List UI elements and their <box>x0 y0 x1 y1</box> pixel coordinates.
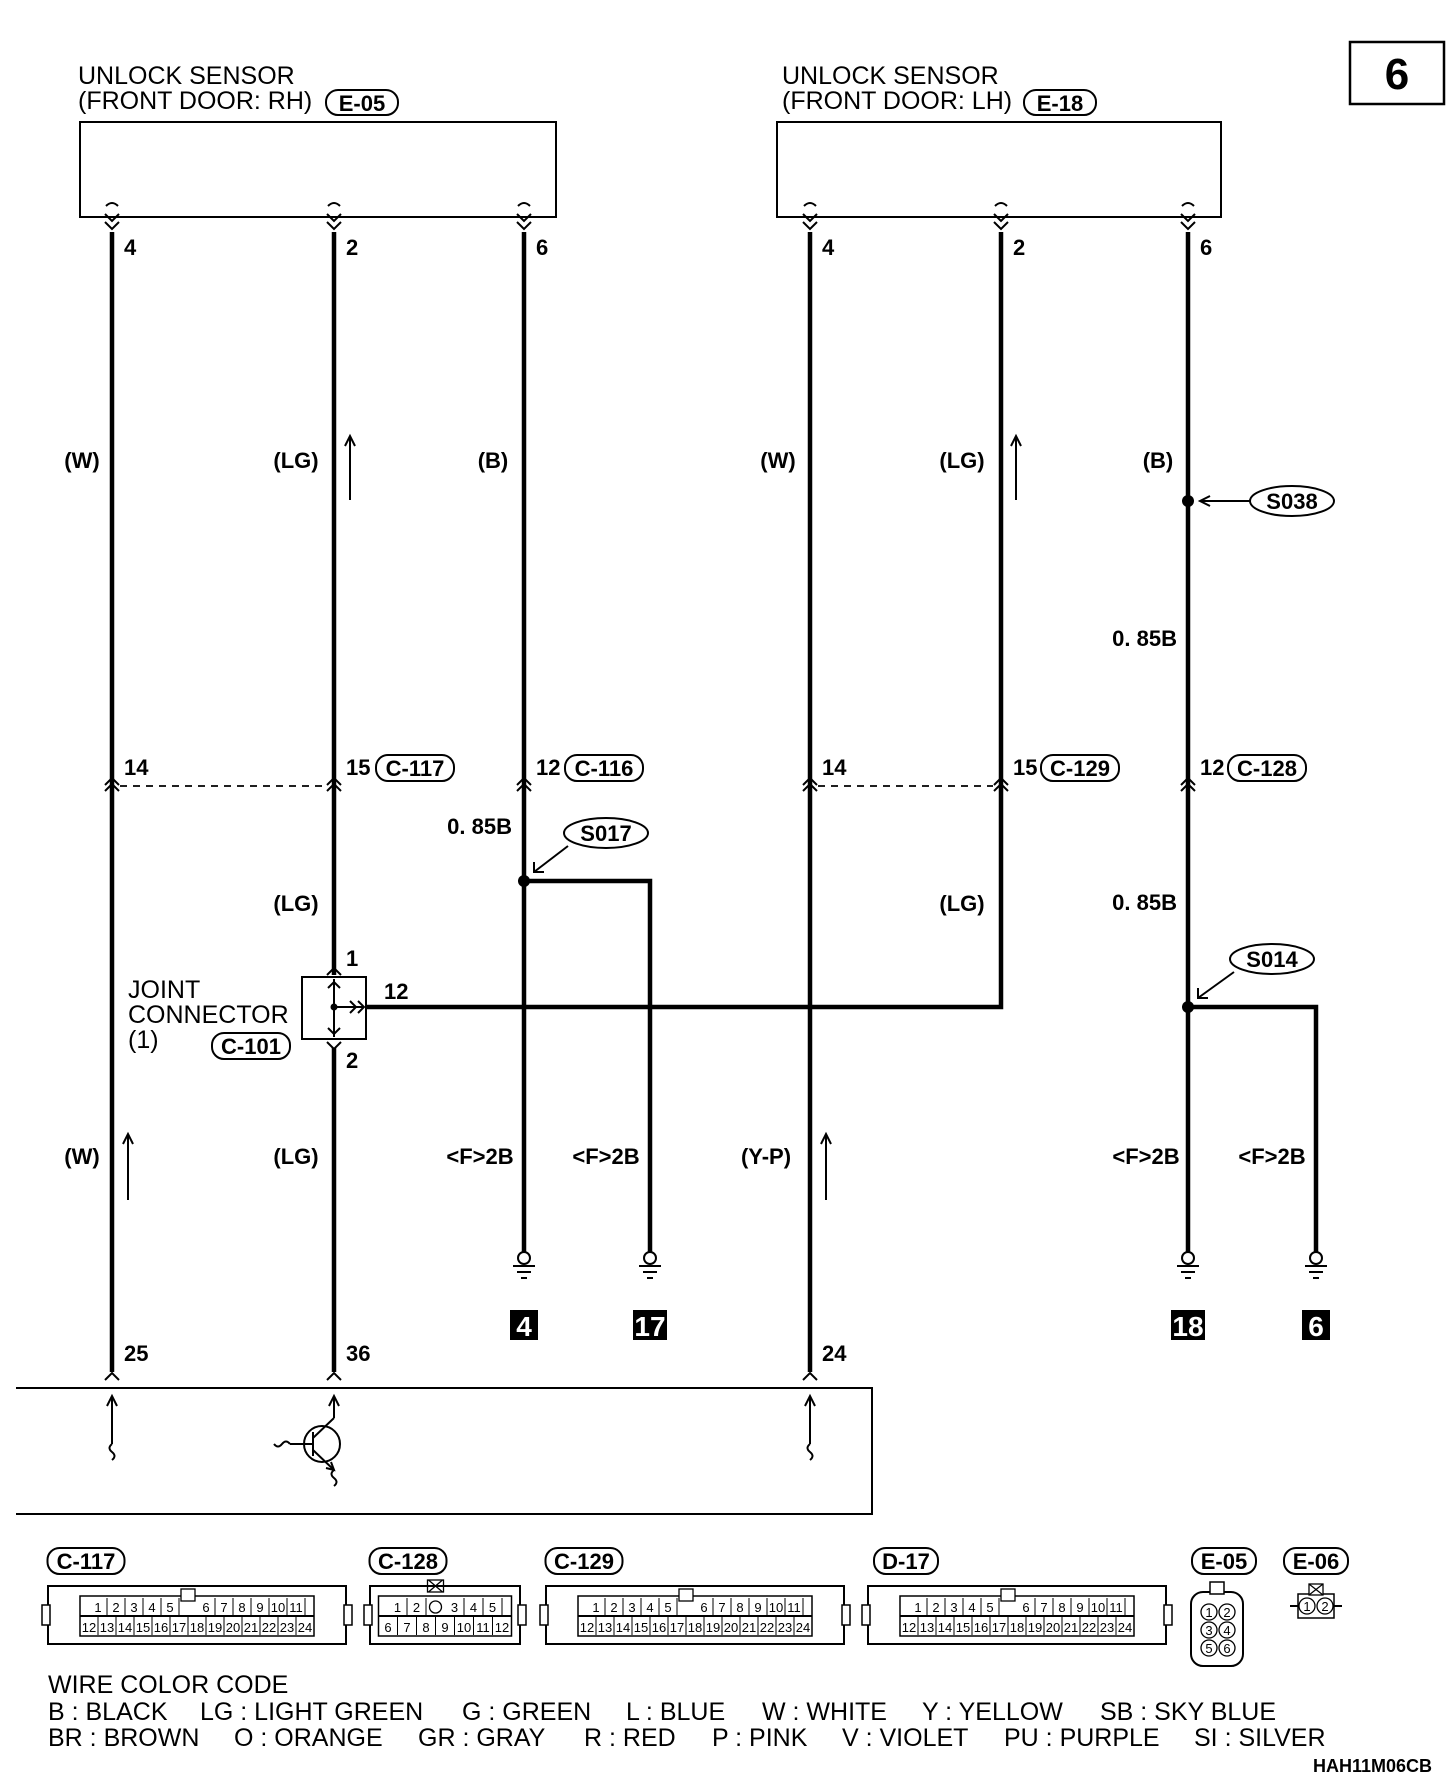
connector-pin: 1 <box>914 1600 922 1615</box>
label-rh-w: (W) <box>64 448 100 473</box>
joint-pin-2: 2 <box>346 1048 359 1073</box>
sensor-rh <box>78 62 556 217</box>
joint-pin-1: 1 <box>346 946 359 971</box>
connector-view-label: C-128 <box>378 1549 438 1574</box>
connector-pin: 12 <box>81 1620 97 1635</box>
connector-pin: 1 <box>393 1600 402 1615</box>
pin-bottom-24: 24 <box>822 1341 847 1366</box>
up-arrow-icon <box>821 1134 831 1200</box>
label-lh-085b-lower: 0. 85B <box>1112 890 1177 915</box>
connector-pin: 19 <box>705 1620 721 1635</box>
wire-labels-lower <box>64 1144 1305 1169</box>
label-lh-lg: (LG) <box>939 448 985 473</box>
sensor-rh-title: UNLOCK SENSOR <box>78 62 295 90</box>
connector-pin: 16 <box>973 1620 989 1635</box>
wire-color-code <box>48 1671 1326 1752</box>
joint-connector-line2: CONNECTOR <box>128 1001 289 1029</box>
wire-s014-branch <box>1188 1007 1316 1252</box>
connector-pin: 1 <box>1303 1599 1311 1614</box>
bottom-terminals <box>105 1373 817 1380</box>
wire-color-entry: R : RED <box>584 1724 676 1752</box>
pin-rh-14: 14 <box>124 755 149 780</box>
connector-pin: 5 <box>664 1600 672 1615</box>
signal-arrows <box>123 436 1021 1200</box>
wire-color-entry: GR : GRAY <box>418 1724 546 1752</box>
connector-c117: C-117 <box>385 756 445 781</box>
sensor-lh <box>777 62 1221 217</box>
page-number-box <box>1350 42 1444 104</box>
connector-pin: 17 <box>669 1620 685 1635</box>
connector-pin: 19 <box>207 1620 223 1635</box>
connector-pin: 4 <box>1223 1623 1231 1638</box>
connector-c128: C-128 <box>1237 756 1297 781</box>
splice-s017-label: S017 <box>580 821 632 846</box>
connector-pin: 24 <box>795 1620 811 1635</box>
connector-pin: 3 <box>1205 1623 1213 1638</box>
connector-view-label: C-117 <box>56 1549 116 1574</box>
connector-view-d-17 <box>862 1548 1172 1644</box>
connector-pin: 2 <box>1223 1605 1231 1620</box>
label-ground-17-wire: <F>2B <box>572 1144 640 1169</box>
wire-lh-lg <box>366 232 1001 1007</box>
connector-pin: 3 <box>450 1600 459 1615</box>
terminal-icon <box>105 1373 119 1380</box>
wire-color-entry: W : WHITE <box>762 1698 887 1726</box>
sensor-rh-subtitle: (FRONT DOOR: RH) <box>78 87 313 115</box>
ground-17-icon <box>633 1252 667 1342</box>
connector-pin: 8 <box>238 1600 246 1615</box>
connector-pin: 1 <box>592 1600 600 1615</box>
diagram-code: HAH11M06CB <box>1312 1756 1432 1776</box>
splice-s038 <box>1182 486 1334 516</box>
wire-color-entry: V : VIOLET <box>842 1724 969 1752</box>
connector-pin: 13 <box>99 1620 115 1635</box>
pin-rh-2: 2 <box>346 235 359 260</box>
ground-number: 4 <box>516 1311 532 1342</box>
connector-pin: 22 <box>1081 1620 1097 1635</box>
connector-pin: 11 <box>476 1620 490 1635</box>
connector-pin: 7 <box>718 1600 726 1615</box>
connector-pin: 2 <box>932 1600 940 1615</box>
connector-pin: 23 <box>279 1620 295 1635</box>
pin-bottom-36: 36 <box>346 1341 371 1366</box>
connector-pin: 22 <box>261 1620 277 1635</box>
connector-pin: 11 <box>1109 1600 1123 1615</box>
input-sensor-icon <box>805 1396 815 1460</box>
connector-pin: 17 <box>171 1620 187 1635</box>
connector-pin: 20 <box>225 1620 241 1635</box>
connector-pin: 10 <box>1090 1600 1106 1615</box>
connector-view-label: D-17 <box>882 1549 930 1574</box>
connector-pin: 21 <box>1063 1620 1079 1635</box>
wire-color-entry: B : BLACK <box>48 1698 168 1726</box>
mid-connectors <box>120 755 1306 786</box>
label-rh-lg-lower: (LG) <box>273 1144 319 1169</box>
label-rh-w-lower: (W) <box>64 1144 100 1169</box>
connector-pin: 6 <box>384 1620 392 1635</box>
connector-pin: 13 <box>919 1620 935 1635</box>
label-rh-lg-mid: (LG) <box>273 891 319 916</box>
connector-views <box>42 1548 1348 1666</box>
top-pin-numbers <box>124 235 1212 260</box>
control-unit-box <box>16 1388 872 1514</box>
joint-connector <box>128 946 408 1073</box>
connector-pin: 6 <box>1022 1600 1030 1615</box>
connector-pin: 21 <box>741 1620 757 1635</box>
ground-6-icon <box>1302 1252 1330 1342</box>
label-ground-6-wire: <F>2B <box>1238 1144 1306 1169</box>
pin-lh-2: 2 <box>1013 235 1026 260</box>
pin-lh-4: 4 <box>822 235 835 260</box>
connector-pin: 17 <box>991 1620 1007 1635</box>
pin-lh-6: 6 <box>1200 235 1213 260</box>
pin-rh-12: 12 <box>536 755 561 780</box>
label-rh-085b: 0. 85B <box>447 814 512 839</box>
connector-pin: 11 <box>787 1600 801 1615</box>
connector-pin: 4 <box>469 1600 478 1615</box>
label-lh-b: (B) <box>1142 448 1174 473</box>
connector-pin: 12 <box>579 1620 595 1635</box>
splice-s017 <box>447 814 648 887</box>
pin-lh-14: 14 <box>822 755 847 780</box>
connector-pin: 5 <box>1205 1641 1213 1656</box>
wire-color-entry: SB : SKY BLUE <box>1100 1698 1277 1726</box>
connector-pin: 19 <box>1027 1620 1043 1635</box>
connector-pin: 3 <box>628 1600 636 1615</box>
connector-pin: 3 <box>130 1600 138 1615</box>
splice-s038-label: S038 <box>1266 489 1318 514</box>
ground-4-icon <box>510 1252 538 1342</box>
pin-rh-4: 4 <box>124 235 137 260</box>
connector-pin: 10 <box>768 1600 784 1615</box>
wire-color-entry: G : GREEN <box>462 1698 592 1726</box>
connector-pin: 3 <box>950 1600 958 1615</box>
connector-pin: 8 <box>736 1600 744 1615</box>
connector-pin: 16 <box>651 1620 667 1635</box>
splice-s014 <box>1182 944 1314 1013</box>
connector-pin: 4 <box>646 1600 654 1615</box>
connector-pin: 14 <box>117 1620 133 1635</box>
grounds <box>510 1252 1330 1342</box>
connector-view-label: E-05 <box>1200 1549 1248 1574</box>
sensor-rh-connector: E-05 <box>338 91 386 116</box>
connector-pin: 8 <box>422 1620 430 1635</box>
connector-pin: 7 <box>220 1600 228 1615</box>
connector-pin: 9 <box>441 1620 449 1635</box>
connector-pin: 2 <box>610 1600 618 1615</box>
connector-pin: 10 <box>456 1620 472 1635</box>
wire-color-entry: L : BLUE <box>626 1698 726 1726</box>
pin-rh-15: 15 <box>346 755 371 780</box>
terminal-icon <box>803 1373 817 1380</box>
connector-pin: 15 <box>135 1620 151 1635</box>
label-lh-lg-mid: (LG) <box>939 891 985 916</box>
transistor-icon <box>274 1396 340 1486</box>
ground-number: 17 <box>634 1311 666 1342</box>
connector-pin: 18 <box>687 1620 703 1635</box>
connector-pin: 7 <box>1040 1600 1048 1615</box>
label-ground-18-wire: <F>2B <box>1112 1144 1180 1169</box>
connector-pin: 7 <box>403 1620 411 1635</box>
connector-pin: 9 <box>1076 1600 1084 1615</box>
connector-pin: 22 <box>759 1620 775 1635</box>
wire-color-entry: O : ORANGE <box>234 1724 383 1752</box>
pin-lh-12: 12 <box>1200 755 1225 780</box>
terminal-icon <box>327 1373 341 1380</box>
ground-number: 6 <box>1308 1311 1324 1342</box>
joint-connector-line1: JOINT <box>128 976 201 1004</box>
connector-c116: C-116 <box>574 756 634 781</box>
connector-pin: 9 <box>256 1600 264 1615</box>
up-arrow-icon <box>1011 436 1021 500</box>
label-lh-yp: (Y-P) <box>740 1144 792 1169</box>
connector-pin: 6 <box>202 1600 210 1615</box>
connector-pin: 18 <box>1009 1620 1025 1635</box>
connector-view-label: C-129 <box>554 1549 614 1574</box>
connector-pin: 23 <box>1099 1620 1115 1635</box>
connector-pin: 9 <box>754 1600 762 1615</box>
connector-pin: 4 <box>148 1600 156 1615</box>
wire-color-code-title: WIRE COLOR CODE <box>48 1671 289 1699</box>
connector-pin: 16 <box>153 1620 169 1635</box>
wire-color-entry: P : PINK <box>712 1724 808 1752</box>
connector-view-e-05 <box>1191 1548 1256 1666</box>
connector-view-e-06 <box>1284 1548 1348 1618</box>
label-rh-b: (B) <box>477 448 509 473</box>
pin-rh-6: 6 <box>536 235 549 260</box>
label-lh-085b-upper: 0. 85B <box>1112 626 1177 651</box>
connector-pin: 8 <box>1058 1600 1066 1615</box>
connector-view-label: E-06 <box>1292 1549 1340 1574</box>
connector-pin: 14 <box>937 1620 953 1635</box>
wire-labels-upper <box>64 448 1173 473</box>
connector-pin: 5 <box>986 1600 994 1615</box>
connector-pin: 6 <box>700 1600 708 1615</box>
connector-pin: 1 <box>94 1600 102 1615</box>
joint-pin-12: 12 <box>384 979 409 1004</box>
wire-s017-branch <box>524 881 650 1252</box>
connector-pin: 15 <box>955 1620 971 1635</box>
connector-pin: 5 <box>488 1600 497 1615</box>
splice-s014-label: S014 <box>1246 947 1298 972</box>
connector-c101: C-101 <box>221 1034 281 1059</box>
pin-bottom-25: 25 <box>124 1341 149 1366</box>
joint-connector-line3: (1) <box>128 1026 159 1054</box>
connector-pin: 20 <box>723 1620 739 1635</box>
label-lh-w: (W) <box>760 448 796 473</box>
connector-pin: 24 <box>297 1620 313 1635</box>
connector-pin: 12 <box>494 1620 510 1635</box>
connector-pin: 10 <box>270 1600 286 1615</box>
page-number: 6 <box>1384 50 1410 99</box>
connector-pin: 2 <box>412 1600 421 1615</box>
ground-number: 18 <box>1172 1311 1204 1342</box>
wire-color-entry: PU : PURPLE <box>1004 1724 1160 1752</box>
connector-pin: 18 <box>189 1620 205 1635</box>
connector-pin: 5 <box>166 1600 174 1615</box>
wire-color-entry: Y : YELLOW <box>922 1698 1063 1726</box>
connector-pin: 4 <box>968 1600 976 1615</box>
connector-pin: 23 <box>777 1620 793 1635</box>
connector-pin: 15 <box>633 1620 649 1635</box>
up-arrow-icon <box>123 1134 133 1200</box>
label-rh-lg: (LG) <box>273 448 319 473</box>
wires <box>112 232 1316 1372</box>
connector-pin: 14 <box>615 1620 631 1635</box>
connector-pin: 21 <box>243 1620 259 1635</box>
wire-color-entry: SI : SILVER <box>1194 1724 1326 1752</box>
up-arrow-icon <box>345 436 355 500</box>
connector-view-c-129 <box>540 1548 850 1644</box>
connector-pin: 13 <box>597 1620 613 1635</box>
connector-pin: 6 <box>1223 1641 1231 1656</box>
pin-lh-15: 15 <box>1013 755 1038 780</box>
connector-view-c-128 <box>364 1548 526 1644</box>
label-ground-4-wire: <F>2B <box>446 1144 514 1169</box>
connector-c129: C-129 <box>1050 756 1110 781</box>
connector-view-c-117 <box>42 1548 352 1644</box>
connector-pin: 12 <box>901 1620 917 1635</box>
input-sensor-icon <box>107 1396 117 1460</box>
connector-pin: 11 <box>289 1600 303 1615</box>
connector-pin: 2 <box>1321 1599 1329 1614</box>
wire-color-entry: BR : BROWN <box>48 1724 200 1752</box>
sensor-lh-connector: E-18 <box>1036 91 1084 116</box>
connector-pin: 2 <box>112 1600 120 1615</box>
wire-color-entry: LG : LIGHT GREEN <box>200 1698 424 1726</box>
bottom-pin-numbers <box>124 1341 847 1366</box>
sensor-lh-title: UNLOCK SENSOR <box>782 62 999 90</box>
sensor-lh-subtitle: (FRONT DOOR: LH) <box>782 87 1013 115</box>
connector-pin: 24 <box>1117 1620 1133 1635</box>
connector-pin: 20 <box>1045 1620 1061 1635</box>
ground-18-icon <box>1171 1252 1205 1342</box>
connector-pin: 1 <box>1205 1605 1213 1620</box>
